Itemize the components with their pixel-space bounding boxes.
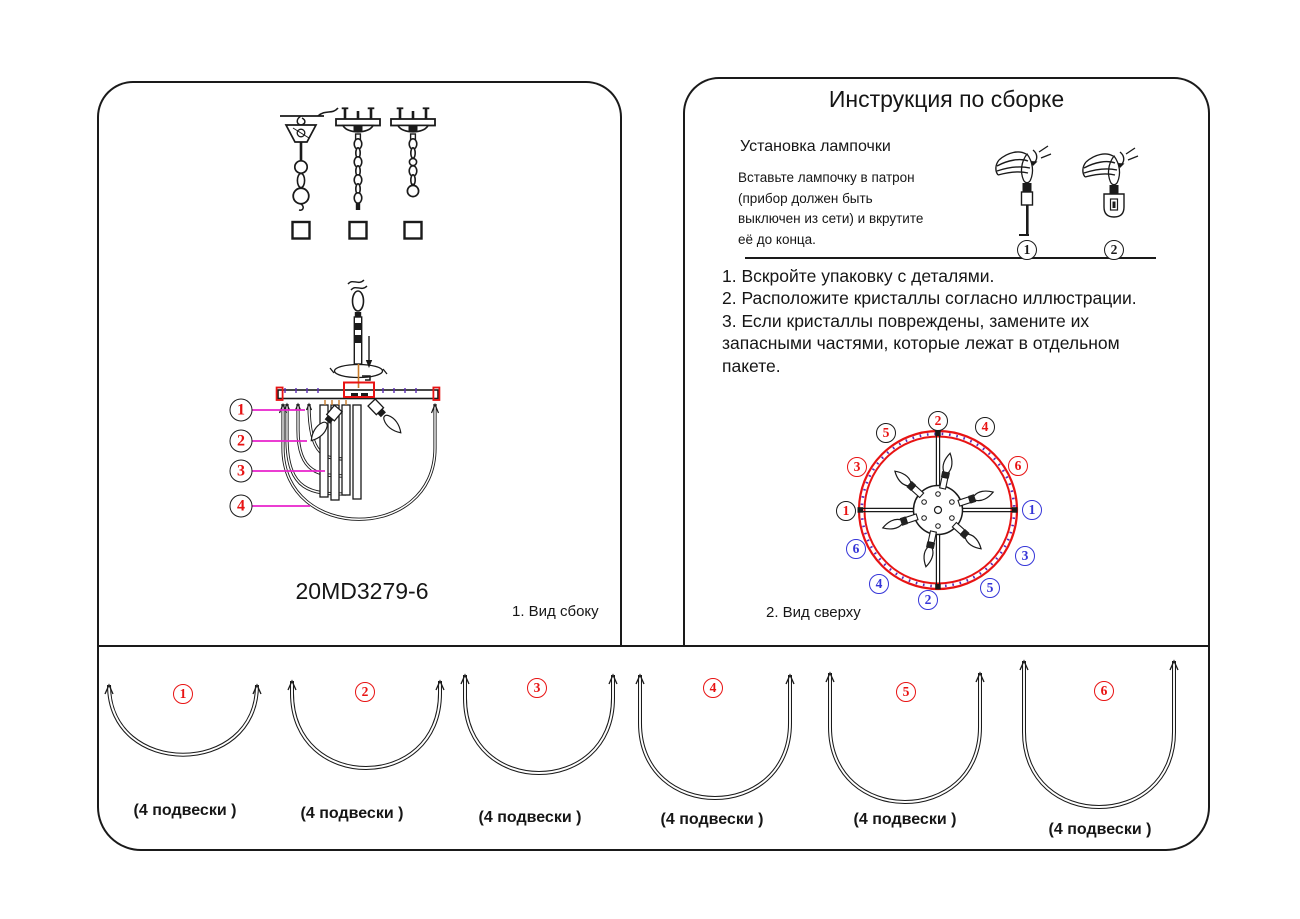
mount-b <box>336 107 380 238</box>
paragraph-line: её до конца. <box>738 231 816 247</box>
hanger-stem <box>330 280 387 388</box>
qty-label-5: (4 подвески ) <box>853 811 957 828</box>
install-fig-1 <box>996 146 1051 235</box>
install-fig-2 <box>1083 148 1138 217</box>
qty-label-1: (4 подвески ) <box>133 802 237 819</box>
figure-label-1: 1 <box>1017 240 1037 260</box>
mount-a-box <box>293 222 310 239</box>
part-label-6: 6 <box>1094 681 1114 701</box>
qty-label-6: (4 подвески ) <box>1048 821 1152 838</box>
mount-c-box <box>405 222 422 239</box>
model-number: 20MD3279-6 <box>295 578 429 604</box>
part-label-3: 3 <box>527 678 547 698</box>
top-view-drawing <box>830 402 1046 618</box>
top-view-caption: 2. Вид сверху <box>766 604 861 621</box>
topview-label-lower-6: 6 <box>846 539 866 559</box>
chandelier-side-drawing <box>228 276 460 538</box>
step-line: запасными частями, которые лежат в отдельном <box>722 333 1120 354</box>
bulb-right <box>368 399 404 436</box>
paragraph-line: (прибор должен быть <box>738 190 873 206</box>
part-label-5: 5 <box>896 682 916 702</box>
qty-label-4: (4 подвески ) <box>660 811 764 828</box>
side-part-label-2: 2 <box>230 430 253 453</box>
figure-label-2: 2 <box>1104 240 1124 260</box>
step-line: 3. Если кристаллы повреждены, замените их <box>722 310 1090 331</box>
topview-label-lower-5: 5 <box>980 578 1000 598</box>
topview-label-lower-4: 4 <box>869 574 889 594</box>
topview-label-lower-1: 1 <box>1022 500 1042 520</box>
mount-a <box>280 108 338 239</box>
qty-label-3: (4 подвески ) <box>478 809 582 826</box>
step-line: пакете. <box>722 355 781 376</box>
part-label-1: 1 <box>173 684 193 704</box>
separator-line <box>745 257 1156 259</box>
topview-label-upper-4: 4 <box>975 417 995 437</box>
page-title: Инструкция по сборке <box>828 86 1065 112</box>
bulb-install-figure <box>975 142 1165 248</box>
side-view-caption: 1. Вид сбоку <box>512 603 599 620</box>
side-part-label-3: 3 <box>230 460 253 483</box>
topview-label-upper-2: 2 <box>928 411 948 431</box>
topview-label-lower-2: 2 <box>918 590 938 610</box>
step-line: 2. Расположите кристаллы согласно иллюстрации. <box>722 288 1137 309</box>
topview-label-lower-3: 3 <box>1015 546 1035 566</box>
topview-label-upper-1: 1 <box>836 501 856 521</box>
qty-label-2: (4 подвески ) <box>300 805 404 822</box>
step-line: 1. Вскройте упаковку с деталями. <box>722 266 995 286</box>
side-part-label-4: 4 <box>230 495 253 518</box>
side-part-label-1: 1 <box>230 399 253 422</box>
ceiling-mounts-drawing <box>272 103 442 243</box>
section-heading: Установка лампочки <box>740 138 891 155</box>
topview-label-upper-5: 5 <box>876 423 896 443</box>
assembly-steps <box>722 265 1137 377</box>
paragraph-line: Вставьте лампочку в патрон <box>738 170 915 185</box>
paragraph-line: выключен из сети) и вкрутите <box>738 211 924 227</box>
mount-c <box>391 107 435 238</box>
pendant-hooks-drawing <box>97 645 1210 851</box>
install-paragraph <box>738 168 923 250</box>
mount-b-box <box>350 222 367 239</box>
part-label-4: 4 <box>703 678 723 698</box>
topview-label-upper-6: 6 <box>1008 456 1028 476</box>
topview-label-upper-3: 3 <box>847 457 867 477</box>
part-label-2: 2 <box>355 682 375 702</box>
